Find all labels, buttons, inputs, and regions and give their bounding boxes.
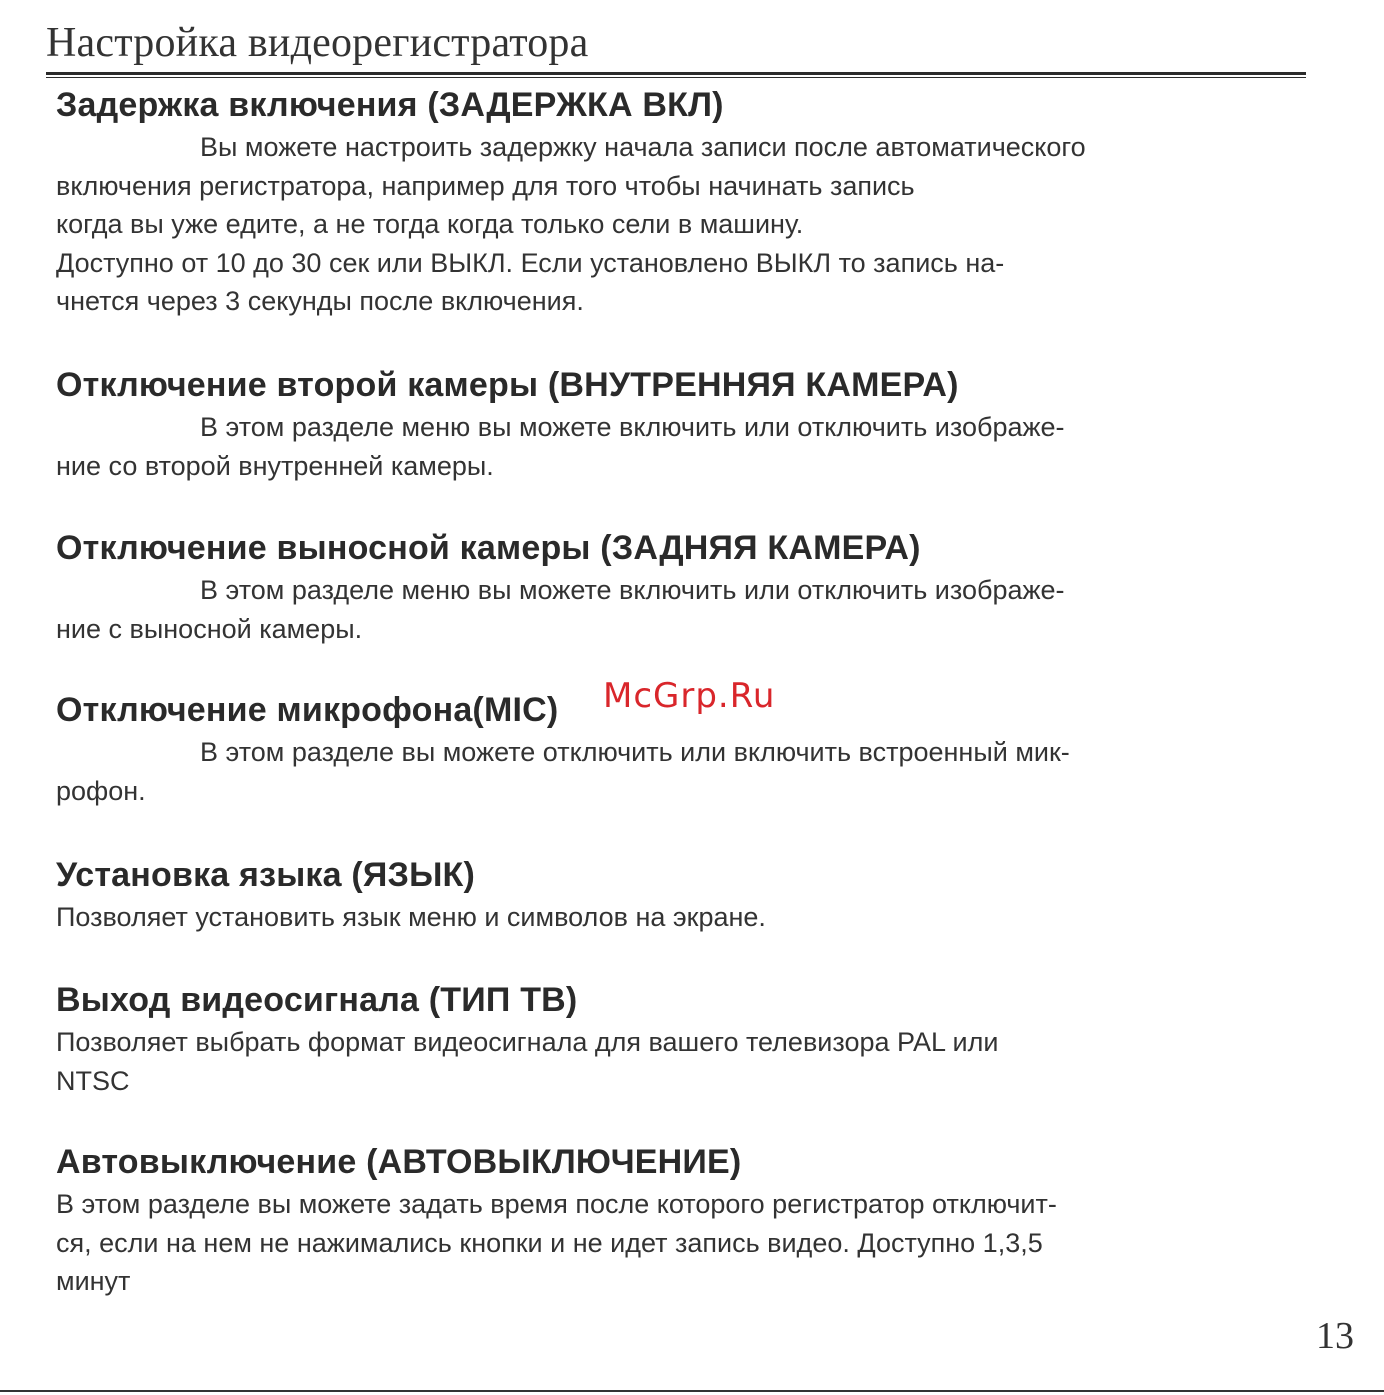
paragraph-line: чнется через 3 секунды после включения.	[56, 286, 584, 316]
section-auto-off	[56, 1139, 1057, 1301]
section-language	[56, 852, 766, 937]
section-heading: Отключение выносной камеры (ЗАДНЯЯ КАМЕРА)	[56, 529, 921, 567]
paragraph-line: включения регистратора, например для того чтобы начинать запись	[56, 170, 915, 201]
header-rule-thick	[46, 72, 1306, 75]
paragraph-line: рофон.	[56, 775, 146, 806]
paragraph-line: Доступно от 10 до 30 сек или ВЫКЛ. Если установлено ВЫКЛ то запись на-	[56, 247, 1005, 278]
paragraph-line: Позволяет выбрать формат видеосигнала для вашего телевизора PAL или	[56, 1027, 999, 1057]
paragraph-line: Вы можете настроить задержку начала записи после автоматического	[200, 132, 1086, 162]
paragraph-line: NTSC	[56, 1065, 130, 1096]
paragraph-line: минут	[56, 1266, 131, 1296]
watermark: McGrp.Ru	[603, 676, 776, 716]
page-header	[46, 14, 1306, 78]
paragraph-line: В этом разделе вы можете отключить или включить встроенный мик-	[200, 737, 1070, 767]
section-heading: Установка языка (ЯЗЫК)	[56, 856, 476, 894]
section-heading: Автовыключение (АВТОВЫКЛЮЧЕНИЕ)	[56, 1143, 742, 1181]
section-microphone	[56, 687, 1070, 810]
section-startup-delay	[56, 82, 1086, 321]
page-title: Настройка видеорегистратора	[46, 20, 589, 66]
header-rule-thin	[46, 77, 1306, 78]
section-heading: Отключение второй камеры (ВНУТРЕННЯЯ КАМЕРА)	[56, 366, 959, 404]
section-heading: Выход видеосигнала (ТИП ТВ)	[56, 981, 578, 1019]
paragraph-line: Позволяет установить язык меню и символов на экране.	[56, 902, 766, 932]
paragraph-line: В этом разделе меню вы можете включить или отключить изображе-	[200, 412, 1065, 442]
paragraph-line: ние с выносной камеры.	[56, 613, 363, 644]
section-heading: Задержка включения (ЗАДЕРЖКА ВКЛ)	[56, 86, 724, 124]
paragraph-line: ся, если на нем не нажимались кнопки и не идет запись видео. Доступно 1,3,5	[56, 1227, 1043, 1258]
section-tv-type	[56, 977, 998, 1100]
paragraph-line: В этом разделе меню вы можете включить или отключить изображе-	[200, 575, 1065, 605]
page-number: 13	[1316, 1315, 1354, 1357]
section-heading: Отключение микрофона(MIC)	[56, 691, 559, 729]
section-rear-camera	[56, 525, 1065, 648]
paragraph-line: В этом разделе вы можете задать время после которого регистратор отключит-	[56, 1189, 1057, 1219]
paragraph-line: ние со второй внутренней камеры.	[56, 450, 494, 481]
paragraph-line: когда вы уже едите, а не тогда когда только сели в машину.	[56, 209, 804, 239]
bottom-rule	[0, 1390, 1384, 1392]
section-inner-camera	[56, 362, 1065, 485]
